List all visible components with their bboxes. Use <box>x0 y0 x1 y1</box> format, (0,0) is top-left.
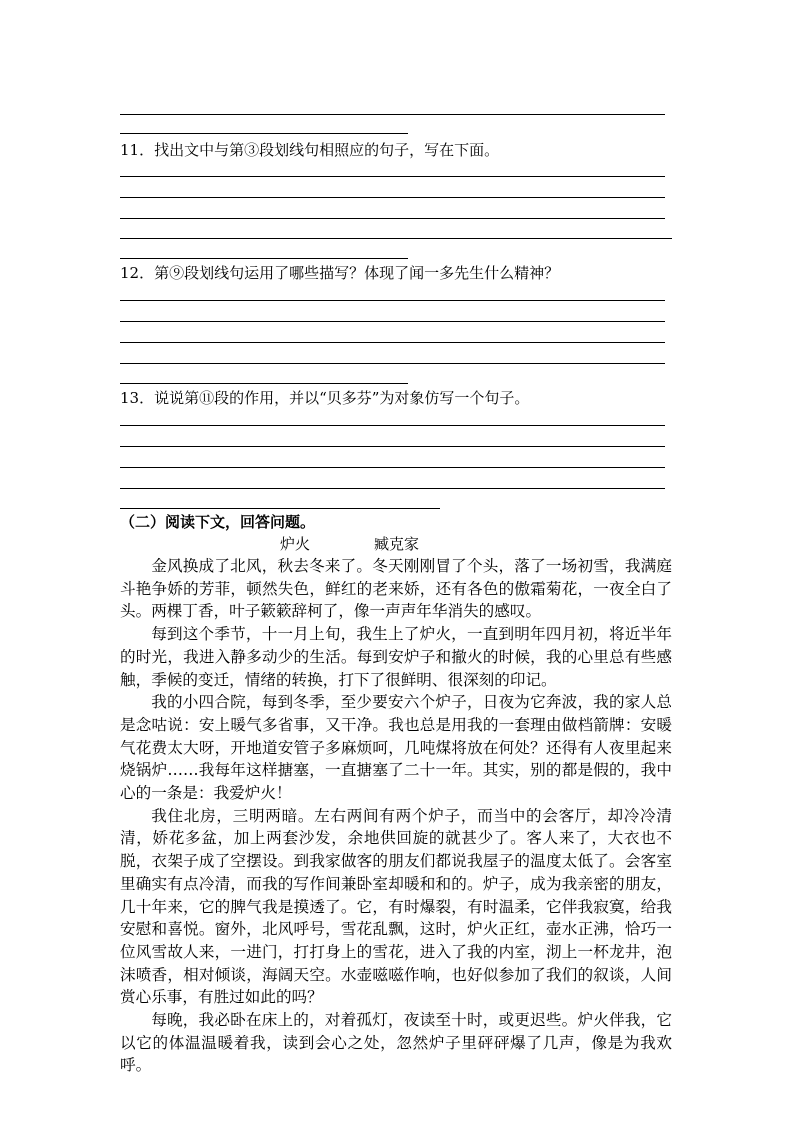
question-13: 13．说说第⑪段的作用，并以“贝多芬”为对象仿写一个句子。 <box>120 389 530 407</box>
article-author: 臧克家 <box>374 535 420 553</box>
answer-line <box>120 425 665 426</box>
answer-line <box>120 383 408 384</box>
answer-line <box>120 342 665 343</box>
article-paragraph: 每晚，我必卧在床上的，对着孤灯，夜读至十时，或更迟些。炉火伴我，它以它的体温温暖着我，读到会心之处，忽然炉子里砰砰爆了几声，像是为我欢呼。 <box>120 1011 672 1075</box>
answer-line <box>120 467 665 468</box>
answer-line <box>120 446 665 447</box>
answer-line <box>120 508 440 509</box>
article-title: 炉火 <box>280 535 311 553</box>
answer-line <box>120 197 665 198</box>
article-paragraph: 金风换成了北风，秋去冬来了。冬天刚刚冒了个头，落了一场初雪，我满庭斗艳争娇的芳菲，顿然失色，鲜红的老来娇，还有各色的傲霜菊花，一夜全白了头。两棵丁香，叶子簌簌辞柯了，像一声声年华消失的感叹。 <box>120 557 672 621</box>
question-12: 12．第⑨段划线句运用了哪些描写？体现了闻一多先生什么精神？ <box>120 264 560 282</box>
answer-line <box>120 176 665 177</box>
section-heading: （二）阅读下文，回答问题。 <box>120 513 316 531</box>
answer-line <box>120 218 665 219</box>
article-paragraph: 我住北房，三明两暗。左右两间有两个炉子，而当中的会客厅，却冷冷清清，娇花多盆，加上两套沙发，余地供回旋的就甚少了。客人来了，大衣也不脱，衣架子成了空摆设。到我家做客的朋友们都说我屋子的温度太低了。会客室里确实有点冷清，而我的写作间兼卧室却暖和和的。炉子，成为我亲密的朋友，几十年来，它的脾气我是摸透了。它，有时爆裂，有时温柔，它伴我寂寞，给我安慰和喜悦。窗外，北风呼号，雪花乱飘，这时，炉火正红，壶水正沸，恰巧一位风雪故人来，一进门，打打身上的雪花，进入了我的内室，沏上一杯龙井，泡沫喷香，相对倾谈，海阔天空。水壶嗞嗞作响，也好似参加了我们的叙谈，人间赏心乐事，有胜过如此的吗？ <box>120 806 672 1007</box>
answer-line <box>120 488 665 489</box>
answer-line <box>120 321 665 322</box>
answer-line <box>120 300 665 301</box>
answer-line <box>120 238 672 239</box>
article-paragraph: 我的小四合院，每到冬季，至少要安六个炉子，日夜为它奔波，我的家人总是念咕说：安上暖气多省事，又干净。我也总是用我的一套理由做档箭牌：安暖气花费太大呀，开地道安管子多麻烦呵，几吨煤将放在何处？还得有人夜里起来烧锅炉……我每年这样搪塞，一直搪塞了二十一年。其实，别的都是假的，我中心的一条是：我爱炉火！ <box>120 693 672 803</box>
answer-line <box>120 114 665 115</box>
article-body <box>120 555 672 1077</box>
answer-line <box>120 133 408 134</box>
article-paragraph: 每到这个季节，十一月上旬，我生上了炉火，一直到明年四月初，将近半年的时光，我进入静多动少的生活。每到安炉子和撤火的时候，我的心里总有些感触，季候的变迁，情绪的转换，打下了很鲜明、很深刻的印记。 <box>120 625 672 689</box>
answer-line <box>120 363 665 364</box>
answer-line <box>120 258 408 259</box>
question-11: 11．找出文中与第③段划线句相照应的句子，写在下面。 <box>120 141 500 159</box>
